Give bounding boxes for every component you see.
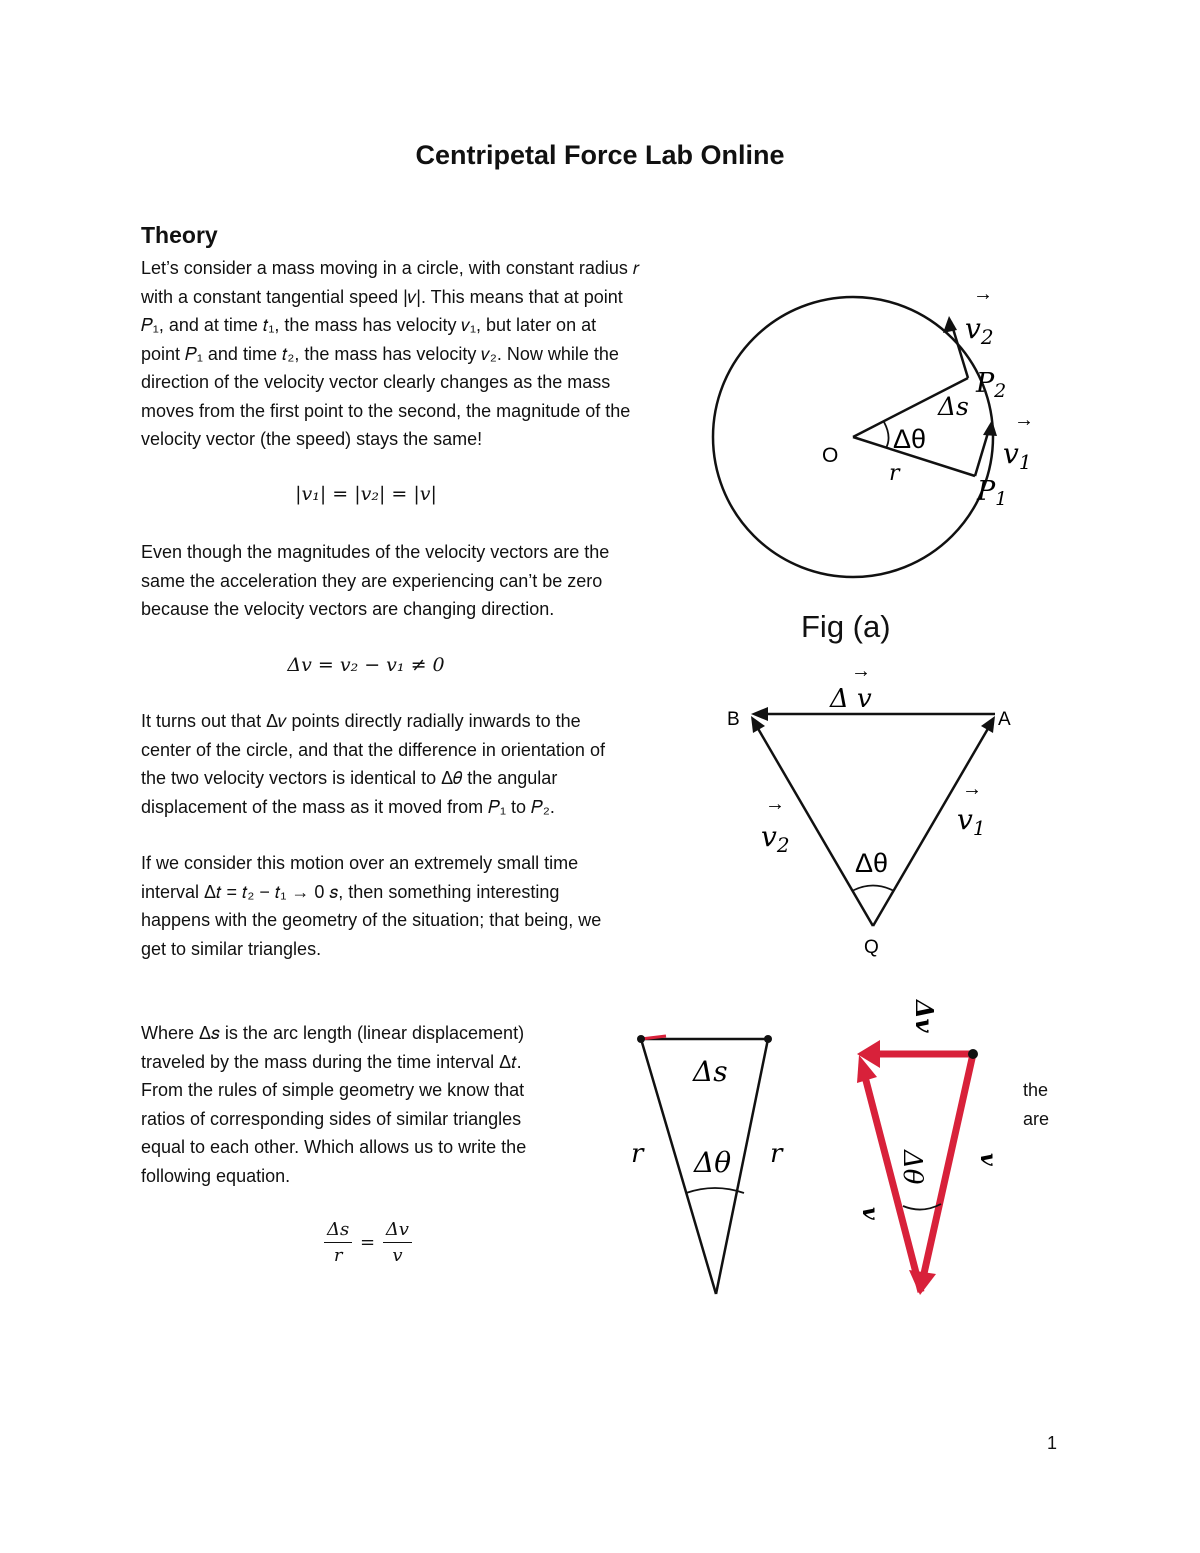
text-line: From the rules of simple geometry we know that xyxy=(141,1080,525,1100)
text-line: moves from the first point to the second, the magnitude of the xyxy=(141,400,631,421)
figure-a-caption: Fig (a) xyxy=(801,609,891,644)
text-line: If we consider this motion over an extremely small time xyxy=(141,853,579,873)
label-v1: $v_1$ xyxy=(1003,437,1032,474)
page-title: Centripetal Force Lab Online xyxy=(415,140,785,170)
label-v2: $v_2$ xyxy=(761,820,790,857)
label-side-left: r xyxy=(631,1139,644,1169)
text-line: get to similar triangles. xyxy=(141,938,322,959)
label-angle: Δθ xyxy=(694,1146,732,1179)
label-delta-v: Δ v xyxy=(830,684,872,714)
figure-similar-triangle-right xyxy=(840,990,1010,1310)
angle-arc xyxy=(686,1188,744,1193)
label-side-left: v xyxy=(857,1207,883,1220)
label-v2: $v_2$ xyxy=(965,312,994,349)
vertex-dot xyxy=(764,1035,772,1043)
label-delta-v: Δv xyxy=(910,1000,939,1033)
label-vertex-q: Q xyxy=(864,937,879,958)
label-angle: Δθ xyxy=(897,1150,927,1185)
label-angle: Δθ xyxy=(855,848,889,878)
equals-sign: = xyxy=(359,1231,376,1253)
angle-arc xyxy=(884,422,889,448)
text-line: following equation. xyxy=(141,1165,291,1186)
text-line: center of the circle, and that the difference in orientation of xyxy=(141,739,605,760)
numerator: Δs xyxy=(324,1219,352,1243)
paragraph-similar-triangles-tail xyxy=(1023,1076,1049,1133)
text-line: traveled by the mass during the time interval Δ𝑡. xyxy=(141,1051,522,1072)
paragraph-intro xyxy=(141,254,639,454)
v-vector-right xyxy=(923,1054,973,1278)
label-center-o: O xyxy=(822,444,839,467)
label-arc: Δs xyxy=(938,392,969,421)
text-line: same the acceleration they are experiencing can’t be zero xyxy=(141,570,603,591)
arrow-over-delta-v: → xyxy=(851,660,871,682)
text-line: interval Δ𝑡 = 𝑡₂ − 𝑡₁ → 0 𝑠, then something interesting xyxy=(141,881,560,902)
velocity-v2-arrowhead xyxy=(943,316,957,333)
denominator: r xyxy=(333,1245,343,1266)
label-p1: P1 xyxy=(977,476,1008,510)
arrow-over-v1: → xyxy=(1014,409,1034,431)
label-angle: Δθ xyxy=(893,424,927,454)
text-line: displacement of the mass as it moved from 𝑃₁ to 𝑃₂. xyxy=(141,796,555,817)
text-line: Where Δ𝑠 is the arc length (linear displacement) xyxy=(141,1023,525,1043)
text-line: point 𝑃₁ and time 𝑡₂, the mass has velocity 𝑣₂. Now while the xyxy=(141,343,619,364)
arrow-over-v2: → xyxy=(765,793,785,815)
text-line: the xyxy=(1023,1080,1049,1100)
angle-arc xyxy=(852,886,894,892)
label-vertex-b: B xyxy=(727,709,740,730)
fraction-right xyxy=(383,1219,412,1266)
equation-delta-v: Δv = v₂ − v₁ ≠ 0 xyxy=(287,654,445,676)
label-arc: Δs xyxy=(693,1055,728,1088)
text-line: Let’s consider a mass moving in a circle, with constant radius 𝑟 xyxy=(141,258,640,278)
label-p2: P2 xyxy=(976,368,1007,402)
label-side-right: r xyxy=(770,1139,783,1169)
paragraph-small-interval xyxy=(141,849,601,963)
text-line: ratios of corresponding sides of similar triangles xyxy=(141,1108,522,1129)
figure-a-circle-diagram xyxy=(700,280,1060,580)
label-radius: r xyxy=(889,461,900,486)
text-line: are xyxy=(1023,1108,1050,1129)
text-line: with a constant tangential speed |𝑣|. This means that at point xyxy=(141,286,623,307)
numerator: Δv xyxy=(383,1219,412,1243)
paragraph-similar-triangles xyxy=(141,1019,526,1190)
section-heading: Theory xyxy=(141,222,218,248)
arrow-over-v1: → xyxy=(962,778,982,800)
text-line: the two velocity vectors is identical to Δ𝜃 the angular xyxy=(141,768,558,788)
text-line: because the velocity vectors are changing direction. xyxy=(141,599,555,619)
text-line: direction of the velocity vector clearly changes as the mass xyxy=(141,372,611,392)
fraction-left xyxy=(324,1219,352,1266)
page-number: 1 xyxy=(1046,1433,1057,1453)
vertex-dot xyxy=(968,1049,978,1059)
label-vertex-a: A xyxy=(998,709,1011,730)
label-side-right: v xyxy=(975,1153,1001,1166)
equation-speed-equality: |v₁| = |v₂| = |v| xyxy=(295,483,437,505)
text-line: It turns out that Δ𝑣 points directly radially inwards to the xyxy=(141,711,581,731)
paragraph-orientation xyxy=(141,707,605,821)
text-line: Even though the magnitudes of the velocity vectors are the xyxy=(141,542,610,562)
label-v1: $v_1$ xyxy=(957,803,986,840)
figure-vector-triangle xyxy=(720,655,1040,965)
text-line: equal to each other. Which allows us to write the xyxy=(141,1137,527,1157)
figure-similar-triangle-left xyxy=(620,1020,800,1310)
denominator: v xyxy=(392,1245,403,1266)
vertex-dot xyxy=(637,1035,645,1043)
velocity-v1-arrowhead xyxy=(983,420,997,436)
equation-ratio xyxy=(324,1219,412,1266)
paragraph-acceleration xyxy=(141,538,609,624)
text-line: 𝑃₁, and at time 𝑡₁, the mass has velocity 𝑣₁, but later on at xyxy=(141,315,597,335)
text-line: happens with the geometry of the situation; that being, we xyxy=(141,910,602,930)
arrow-over-v2: → xyxy=(973,283,993,305)
text-line: velocity vector (the speed) stays the same! xyxy=(141,429,483,449)
